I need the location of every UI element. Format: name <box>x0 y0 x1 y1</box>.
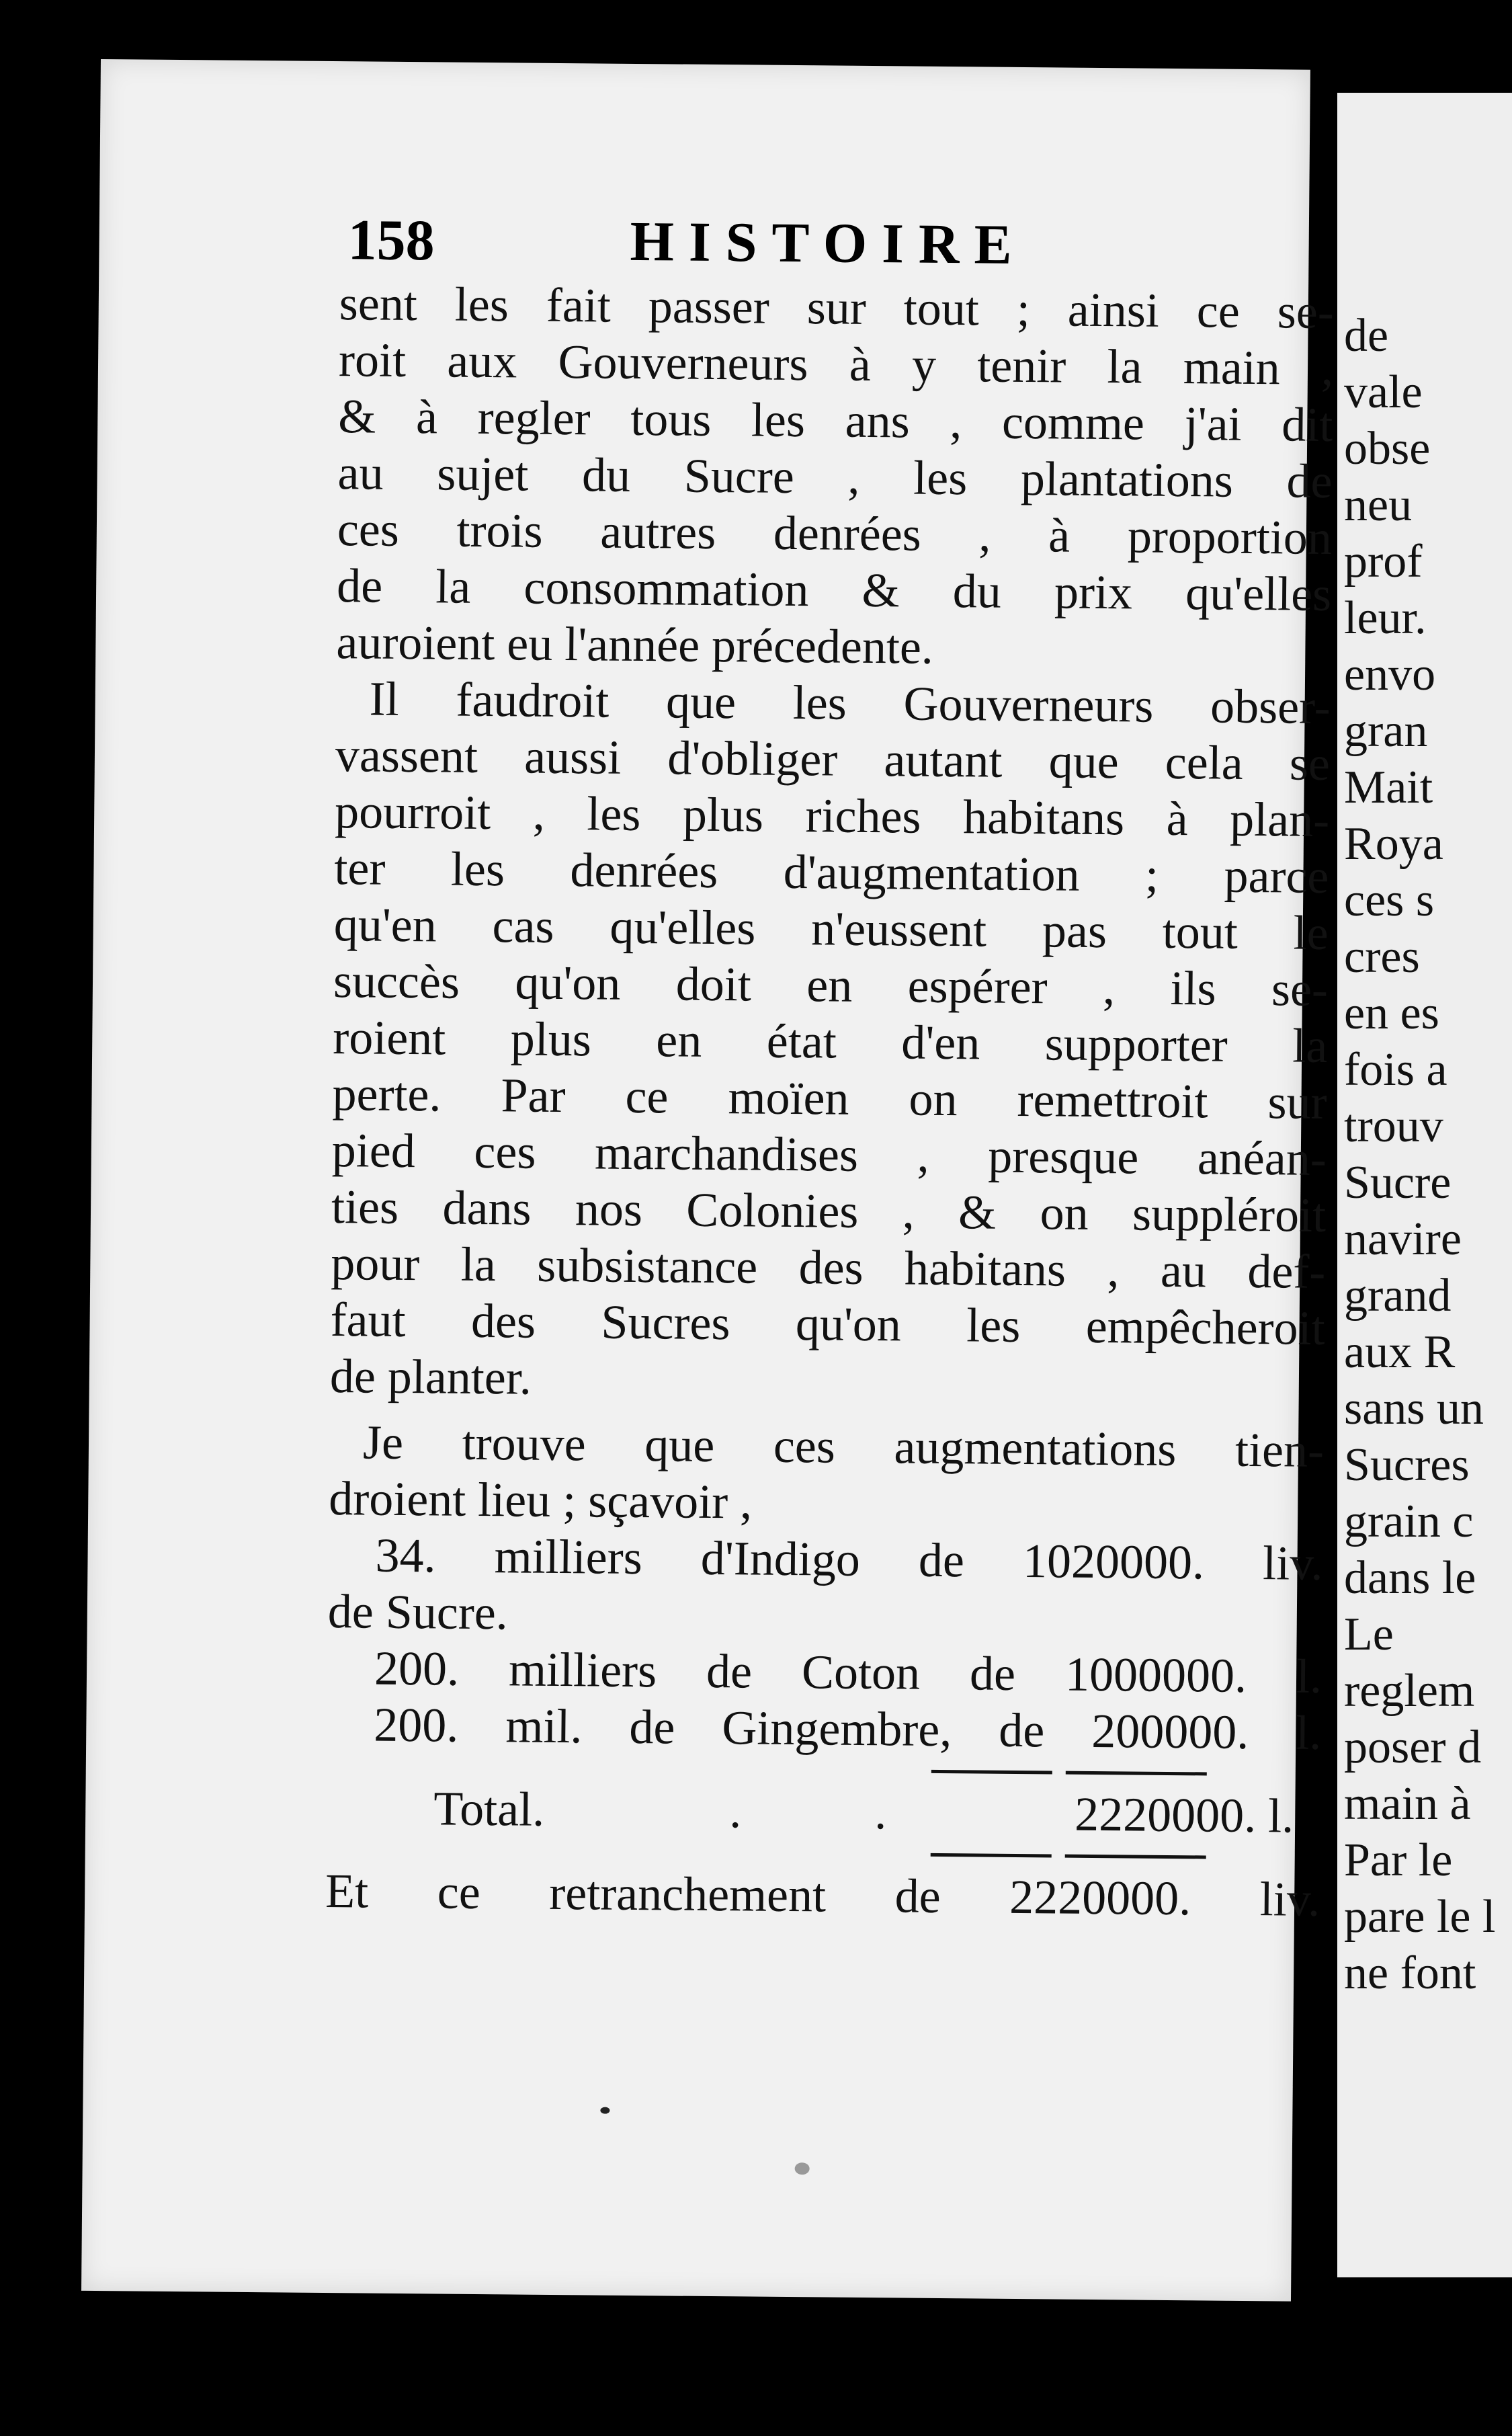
running-head: HISTOIRE <box>630 210 1027 277</box>
right-text-line: pare le l <box>1344 1891 1496 1943</box>
text-line: Je trouve que ces augmentations tien- <box>362 1415 1325 1477</box>
text-line: qu'en cas qu'elles n'eussent pas tout le <box>333 897 1329 960</box>
right-text-line: grain c <box>1344 1496 1474 1547</box>
right-text-line: poser d <box>1344 1721 1482 1773</box>
text-line: ter les denrées d'augmentation ; parce <box>334 841 1329 903</box>
ledger-line: de Sucre. <box>327 1584 509 1640</box>
text-line: roient plus en état d'en supporter la <box>332 1010 1328 1073</box>
right-text-line: sans un <box>1344 1383 1484 1434</box>
right-text-line: Sucres <box>1344 1439 1470 1491</box>
right-text-line: Le <box>1344 1609 1394 1660</box>
text-line: sent les fait passer sur tout ; ainsi ce se- <box>339 276 1335 339</box>
text-line: auroient eu l'année précedente. <box>336 615 934 674</box>
text-line: vassent aussi d'obliger autant que cela se <box>335 728 1331 790</box>
right-text-line: aux R <box>1344 1326 1456 1378</box>
text-line: de la consommation & du prix qu'elles <box>336 559 1332 622</box>
text-line: ces trois autres denrées , à proportion <box>337 502 1333 565</box>
total-dots: . . <box>728 1784 948 1840</box>
text-line: perte. Par ce moïen on remettroit sur <box>332 1067 1327 1129</box>
right-text-line: neu <box>1344 479 1413 531</box>
text-line: succès qu'on doit en espérer , ils se- <box>333 954 1329 1016</box>
right-text-line: cres <box>1344 931 1420 983</box>
total-row <box>326 1779 1321 1844</box>
right-text-line: leur. <box>1344 592 1427 644</box>
ink-speck <box>600 2107 610 2114</box>
text-line: roit aux Gouverneurs à y tenir la main , <box>338 333 1334 396</box>
text-line: pied ces marchandises , presque anéan- <box>331 1123 1327 1186</box>
page-number: 158 <box>347 207 435 273</box>
right-text-line: reglem <box>1344 1665 1475 1717</box>
ledger-line: 200. mil. de Gingembre, de 200000. l. <box>374 1697 1322 1760</box>
ledger-line: 200. milliers de Coton de 1000000. l. <box>374 1641 1322 1703</box>
right-text-line: Sucre <box>1344 1157 1452 1209</box>
right-text-line: vale <box>1344 366 1423 418</box>
right-text-line: main à <box>1344 1778 1471 1830</box>
right-text-line: ces s <box>1344 875 1435 926</box>
right-text-line: Roya <box>1344 818 1443 870</box>
closing-line: Et ce retranchement de 2220000. liv. <box>325 1864 1320 1926</box>
right-text-line: ne font <box>1344 1947 1476 1999</box>
text-line: pourroit , les plus riches habitans à plan- <box>334 784 1330 847</box>
right-text-line: prof <box>1344 536 1423 587</box>
right-text-line: Mait <box>1344 762 1433 813</box>
text-line: de planter. <box>329 1349 532 1405</box>
right-text-line: Par le <box>1344 1834 1453 1886</box>
right-text-line: envo <box>1344 649 1436 700</box>
right-text-line: en es <box>1344 987 1439 1039</box>
right-text-line: navire <box>1344 1213 1462 1265</box>
right-text-line: de <box>1344 310 1389 362</box>
book-page-right <box>1337 93 1512 2277</box>
text-line: pour la subsistance des habitans , au def- <box>331 1236 1326 1299</box>
text-line: droient lieu ; sçavoir , <box>328 1471 753 1529</box>
right-text-line: obse <box>1344 423 1431 475</box>
total-value: 2220000. l. <box>1074 1787 1294 1843</box>
right-text-line: trouv <box>1344 1100 1443 1152</box>
right-text-line: fois a <box>1344 1044 1447 1096</box>
right-page-body <box>1344 308 1495 2002</box>
right-text-line: dans le <box>1344 1552 1476 1604</box>
text-line: ties dans nos Colonies , & on suppléroit <box>331 1180 1327 1242</box>
book-page-left <box>81 59 1335 2302</box>
right-text-line: grand <box>1344 1270 1452 1322</box>
ink-speck <box>795 2162 810 2175</box>
text-line: faut des Sucres qu'on les empêcheroit <box>330 1293 1325 1355</box>
total-label: Total. <box>433 1781 545 1836</box>
text-line: & à regler tous les ans , comme j'ai dit <box>338 389 1333 452</box>
page-body <box>325 275 1334 1928</box>
text-line: au sujet du Sucre , les plantations de <box>337 446 1333 509</box>
ledger-line: 34. milliers d'Indigo de 1020000. liv. <box>375 1528 1323 1590</box>
right-text-line: gran <box>1344 705 1428 757</box>
text-line: Il faudroit que les Gouverneurs obser- <box>369 672 1331 735</box>
